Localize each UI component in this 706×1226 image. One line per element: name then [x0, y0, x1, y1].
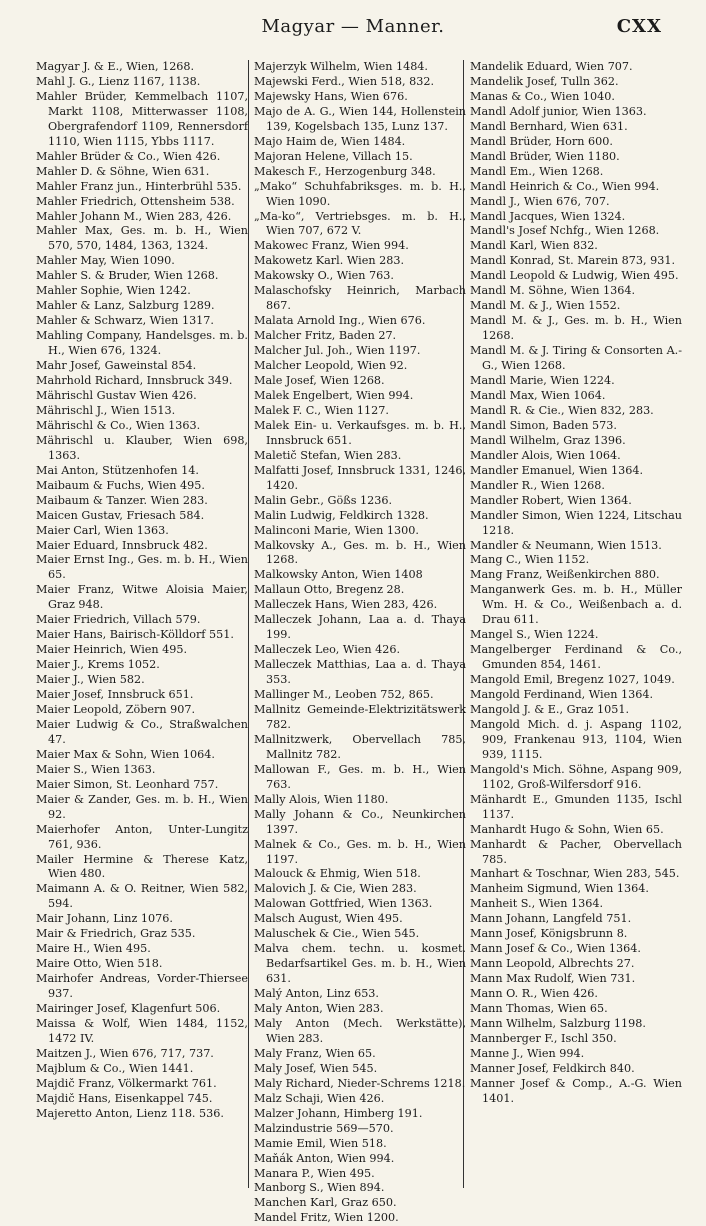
directory-entry: Maier Franz, Witwe Aloisia Maier, Graz 948. [36, 583, 248, 612]
directory-entry: Maier Leopold, Zöbern 907. [36, 702, 196, 716]
directory-entry: Mairhofer Andreas, Vorder-Thiersee 937. [36, 972, 248, 1001]
directory-entry: Mandler & Neumann, Wien 1513. [470, 538, 662, 552]
directory-entry: Mangold Emil, Bregenz 1027, 1049. [470, 673, 675, 687]
directory-entry: Manner Josef & Comp., A.-G. Wien 1401. [470, 1076, 682, 1105]
directory-entry: Malzer Johann, Himberg 191. [254, 1106, 423, 1120]
directory-entry: Maly Anton (Mech. Werkstätte), Wien 283. [254, 1017, 466, 1045]
directory-entry: Maissa & Wolf, Wien 1484, 1152, 1472 IV. [36, 1017, 248, 1045]
directory-entry: Mährischl & Co., Wien 1363. [36, 418, 201, 432]
directory-entry: Makowec Franz, Wien 994. [254, 239, 409, 253]
directory-entry: Maletič Stefan, Wien 283. [254, 448, 402, 462]
directory-entry: Mandl Heinrich & Co., Wien 994. [470, 179, 660, 193]
directory-entry: Mahling Company, Handelsges. m. b. H., Wien 676, 1324. [36, 329, 248, 358]
directory-entry: Malleczek Matthias, Laa a. d. Thaya 353. [254, 658, 466, 687]
directory-entry: Malleczek Leo, Wien 426. [254, 643, 401, 657]
directory-entry: Mandler Robert, Wien 1364. [470, 493, 632, 507]
directory-entry: Mandl Max, Wien 1064. [470, 388, 606, 402]
directory-entry: „Mako“ Schuhfabriksges. m. b. H., Wien 1090. [254, 179, 466, 208]
directory-entry: Malkovsky A., Ges. m. b. H., Wien 1268. [254, 538, 466, 567]
directory-entry: Malin Gebr., Gößs 1236. [254, 493, 393, 507]
directory-entry: Malcher Fritz, Baden 27. [254, 329, 397, 343]
directory-entry: Majoran Helene, Villach 15. [254, 149, 413, 163]
running-title: Magyar — Manner. [261, 16, 445, 37]
directory-entry: Mandl R. & Cie., Wien 832, 283. [470, 403, 654, 417]
directory-entry: Malek F. C., Wien 1127. [254, 403, 389, 417]
directory-entry: Maire H., Wien 495. [36, 942, 151, 956]
directory-entry: Malsch August, Wien 495. [254, 912, 403, 926]
directory-entry: Maly Anton, Wien 283. [254, 1002, 384, 1016]
directory-entry: Malin Ludwig, Feldkirch 1328. [254, 508, 429, 522]
directory-entry: Mandl Karl, Wien 832. [470, 239, 598, 253]
directory-entry: Mallaun Otto, Bregenz 28. [254, 583, 405, 597]
directory-entry: Maňák Anton, Wien 994. [254, 1151, 395, 1165]
directory-entry: Mahler Friedrich, Ottensheim 538. [36, 194, 235, 208]
directory-entry: Malcher Leopold, Wien 92. [254, 359, 408, 373]
directory-entry: Mandl Brüder, Wien 1180. [470, 149, 620, 163]
directory-entry: Manheit S., Wien 1364. [470, 897, 604, 911]
directory-entry: Mandl Leopold & Ludwig, Wien 495. [470, 269, 679, 283]
directory-entry: Malzindustrie 569—570. [254, 1121, 394, 1135]
directory-entry: Maly Richard, Nieder-Schrems 1218. [254, 1076, 466, 1090]
directory-entry: Majewsky Hans, Wien 676. [254, 89, 408, 103]
column-divider [248, 60, 249, 1188]
directory-entry: Mangelberger Ferdinand & Co., Gmunden 854, 1461. [470, 643, 682, 672]
directory-entry: Mahler Brüder & Co., Wien 426. [36, 149, 221, 163]
directory-entry: Mandl Simon, Baden 573. [470, 418, 617, 432]
directory-entry: Maier S., Wien 1363. [36, 762, 156, 776]
directory-entry: Mahl J. G., Lienz 1167, 1138. [36, 74, 201, 88]
directory-entry: Manhardt Hugo & Sohn, Wien 65. [470, 822, 664, 836]
directory-entry: Malovich J. & Cie, Wien 283. [254, 882, 417, 896]
directory-entry: Mairinger Josef, Klagenfurt 506. [36, 1002, 221, 1016]
directory-entry: Maier & Zander, Ges. m. b. H., Wien 92. [36, 792, 248, 821]
directory-entry: Mann O. R., Wien 426. [470, 987, 598, 1001]
directory-entry: Manheim Sigmund, Wien 1364. [470, 882, 649, 896]
directory-entry: Makowsky O., Wien 763. [254, 269, 394, 283]
directory-entry: Mallowan F., Ges. m. b. H., Wien 763. [254, 762, 466, 791]
directory-entry: Mahler Franz jun., Hinterbrühl 535. [36, 179, 242, 193]
directory-entry: Mandel Fritz, Wien 1200. [254, 1211, 399, 1225]
directory-entry: Mair Johann, Linz 1076. [36, 912, 173, 926]
directory-entry: Mahler S. & Bruder, Wien 1268. [36, 269, 219, 283]
directory-entry: Malinconi Marie, Wien 1300. [254, 523, 419, 537]
directory-entry: Manchen Karl, Graz 650. [254, 1196, 397, 1210]
entries-column-3 [470, 60, 682, 1107]
directory-entry: Maier Simon, St. Leonhard 757. [36, 777, 219, 791]
directory-entry: Malleczek Johann, Laa a. d. Thaya 199. [254, 613, 466, 642]
directory-entry: Majo Haim de, Wien 1484. [254, 134, 406, 148]
directory-entry: Mahr Josef, Gaweinstal 854. [36, 359, 197, 373]
directory-entry: Mandl Adolf junior, Wien 1363. [470, 104, 647, 118]
directory-entry: Mandler R., Wien 1268. [470, 478, 605, 492]
directory-entry: Mandelik Josef, Tulln 362. [470, 74, 619, 88]
directory-entry: Majerzyk Wilhelm, Wien 1484. [254, 60, 428, 73]
directory-entry: Malz Schaji, Wien 426. [254, 1091, 385, 1105]
directory-entry: Mallnitzwerk, Obervellach 785, Mallnitz 782. [254, 732, 466, 761]
directory-entry: Manborg S., Wien 894. [254, 1181, 385, 1195]
directory-entry: Mailer Hermine & Therese Katz, Wien 480. [36, 852, 248, 881]
directory-entry: Maly Josef, Wien 545. [254, 1061, 378, 1075]
directory-entry: Malata Arnold Ing., Wien 676. [254, 314, 426, 328]
directory-entry: Mannberger F., Ischl 350. [470, 1031, 617, 1045]
directory-entry: Mandl J., Wien 676, 707. [470, 194, 610, 208]
directory-entry: Malcher Jul. Joh., Wien 1197. [254, 344, 421, 358]
directory-entry: Mahler Max, Ges. m. b. H., Wien 570, 570, 1484, 1363, 1324. [36, 224, 248, 253]
directory-entry: Mährischl u. Klauber, Wien 698, 1363. [36, 433, 248, 462]
directory-entry: Manhart & Toschnar, Wien 283, 545. [470, 867, 680, 881]
directory-entry: Mandl Wilhelm, Graz 1396. [470, 433, 626, 447]
directory-entry: Malaschofsky Heinrich, Marbach 867. [254, 284, 466, 313]
directory-entry: Maier Eduard, Innsbruck 482. [36, 538, 208, 552]
directory-entry: Majewski Ferd., Wien 518, 832. [254, 74, 435, 88]
directory-entry: Maier Max & Sohn, Wien 1064. [36, 747, 215, 761]
directory-entry: Maier Hans, Bairisch-Kölldorf 551. [36, 628, 234, 642]
directory-entry: Mahler Johann M., Wien 283, 426. [36, 209, 232, 223]
directory-entry: Maicen Gustav, Friesach 584. [36, 508, 205, 522]
directory-entry: Malý Anton, Linz 653. [254, 987, 379, 1001]
directory-entry: Magyar J. & E., Wien, 1268. [36, 60, 195, 73]
directory-entry: Mandl M. & J. Tiring & Consorten A.-G., Wien 1268. [470, 344, 682, 373]
directory-entry: Maibaum & Tanzer. Wien 283. [36, 493, 208, 507]
directory-entry: Mangold's Mich. Söhne, Aspang 909, 1102, Groß-Wilfersdorf 916. [470, 762, 682, 791]
directory-entry: Mahrhold Richard, Innsbruck 349. [36, 374, 233, 388]
directory-entry: Mallinger M., Leoben 752, 865. [254, 688, 434, 702]
directory-entry: Mandl M. Söhne, Wien 1364. [470, 284, 636, 298]
directory-entry: Makesch F., Herzogenburg 348. [254, 164, 436, 178]
directory-entry: Mally Johann & Co., Neunkirchen 1397. [254, 807, 466, 836]
directory-entry: Majdič Franz, Völkermarkt 761. [36, 1076, 217, 1090]
directory-entry: Manhardt & Pacher, Obervellach 785. [470, 837, 682, 866]
directory-entry: Majo de A. G., Wien 144, Hollenstein 139, Kogelsbach 135, Lunz 137. [254, 104, 466, 133]
directory-entry: Mandl M. & J., Ges. m. b. H., Wien 1268. [470, 314, 682, 343]
directory-entry: Majeretto Anton, Lienz 118. 536. [36, 1106, 224, 1120]
directory-entry: Manner Josef, Feldkirch 840. [470, 1061, 635, 1075]
directory-entry: Majblum & Co., Wien 1441. [36, 1061, 194, 1075]
directory-entry: Malnek & Co., Ges. m. b. H., Wien 1197. [254, 837, 466, 866]
directory-entry: Mann Johann, Langfeld 751. [470, 912, 632, 926]
directory-entry: Malouck & Ehmig, Wien 518. [254, 867, 421, 881]
directory-entry: Malva chem. techn. u. kosmet. Bedarfsartikel Ges. m. b. H., Wien 631. [254, 942, 466, 986]
directory-entry: Manne J., Wien 994. [470, 1046, 585, 1060]
directory-entry: Maibaum & Fuchs, Wien 495. [36, 478, 205, 492]
directory-entry: Mang Franz, Weißenkirchen 880. [470, 568, 660, 582]
directory-entry: Mann Leopold, Albrechts 27. [470, 957, 635, 971]
directory-entry: Mai Anton, Stützenhofen 14. [36, 463, 199, 477]
directory-entry: Maier Friedrich, Villach 579. [36, 613, 201, 627]
directory-entry: Malfatti Josef, Innsbruck 1331, 1246, 1420. [254, 463, 466, 492]
directory-entry: Manara P., Wien 495. [254, 1166, 375, 1180]
directory-entry: Maire Otto, Wien 518. [36, 957, 163, 971]
directory-entry: Mandl Jacques, Wien 1324. [470, 209, 626, 223]
directory-entry: Maimann A. & O. Reitner, Wien 582, 594. [36, 882, 248, 911]
directory-entry: Mandl Brüder, Horn 600. [470, 134, 613, 148]
directory-entry: Makowetz Karl. Wien 283. [254, 254, 405, 268]
directory-entry: Majdič Hans, Eisenkappel 745. [36, 1091, 213, 1105]
directory-entry: Mamie Emil, Wien 518. [254, 1136, 387, 1150]
directory-entry: Mallnitz Gemeinde-Elektrizitätswerk 782. [254, 702, 466, 731]
directory-entry: Mangold J. & E., Graz 1051. [470, 702, 630, 716]
directory-entry: Mandl's Josef Nchfg., Wien 1268. [470, 224, 660, 238]
directory-entry: Maier J., Wien 582. [36, 673, 145, 687]
directory-entry: Male Josef, Wien 1268. [254, 374, 385, 388]
directory-entry: Maitzen J., Wien 676, 717, 737. [36, 1046, 214, 1060]
directory-entry: Maluschek & Cie., Wien 545. [254, 927, 420, 941]
directory-entry: Maier J., Krems 1052. [36, 658, 160, 672]
page-number: CXX [616, 16, 662, 37]
directory-entry: Mahler May, Wien 1090. [36, 254, 175, 268]
directory-entry: Mandler Emanuel, Wien 1364. [470, 463, 644, 477]
directory-entry: Mahler Sophie, Wien 1242. [36, 284, 191, 298]
directory-entry: Manganwerk Ges. m. b. H., Müller Wm. H. & Co., Weißenbach a. d. Drau 611. [470, 583, 682, 627]
directory-entry: Maier Carl, Wien 1363. [36, 523, 169, 537]
directory-entry: Maier Ernst Ing., Ges. m. b. H., Wien 65. [36, 553, 248, 582]
directory-entry: Mandler Simon, Wien 1224, Litschau 1218. [470, 508, 682, 537]
entries-column-1 [36, 60, 248, 1122]
page-header [0, 12, 706, 42]
directory-entry: Mann Wilhelm, Salzburg 1198. [470, 1017, 646, 1030]
directory-entry: Mandl M. & J., Wien 1552. [470, 299, 621, 313]
directory-entry: Mährischl Gustav Wien 426. [36, 388, 197, 402]
directory-entry: Maly Franz, Wien 65. [254, 1046, 376, 1060]
directory-entry: Mahler & Lanz, Salzburg 1289. [36, 299, 215, 313]
directory-entry: Mandl Em., Wien 1268. [470, 164, 604, 178]
directory-entry: Mänhardt E., Gmunden 1135, Ischl 1137. [470, 792, 682, 821]
directory-entry: Mahler D. & Söhne, Wien 631. [36, 164, 210, 178]
directory-entry: Malkowsky Anton, Wien 1408 [254, 568, 423, 582]
directory-entry: Mährischl J., Wien 1513. [36, 403, 176, 417]
directory-entry: Maier Ludwig & Co., Straßwalchen 47. [36, 717, 248, 746]
directory-entry: „Ma-ko“, Vertriebsges. m. b. H., Wien 707, 672 V. [254, 209, 466, 238]
directory-entry: Malowan Gottfried, Wien 1363. [254, 897, 433, 911]
directory-entry: Mann Thomas, Wien 65. [470, 1002, 608, 1016]
directory-entry: Mandl Marie, Wien 1224. [470, 374, 615, 388]
directory-entry: Manas & Co., Wien 1040. [470, 89, 615, 103]
directory-entry: Mair & Friedrich, Graz 535. [36, 927, 196, 941]
directory-entry: Mann Josef, Königsbrunn 8. [470, 927, 628, 941]
directory-entry: Malek Ein- u. Verkaufsges. m. b. H., Innsbruck 651. [254, 418, 466, 447]
directory-entry: Mangold Mich. d. j. Aspang 1102, 909, Frankenau 913, 1104, Wien 939, 1115. [470, 717, 682, 761]
directory-entry: Mann Josef & Co., Wien 1364. [470, 942, 641, 956]
directory-entry: Mangold Ferdinand, Wien 1364. [470, 688, 654, 702]
directory-entry: Mangel S., Wien 1224. [470, 628, 599, 642]
directory-entry: Maier Heinrich, Wien 495. [36, 643, 188, 657]
entries-column-2 [254, 60, 466, 1226]
directory-entry: Mally Alois, Wien 1180. [254, 792, 389, 806]
directory-entry: Maierhofer Anton, Unter-Lungitz 761, 936. [36, 822, 248, 851]
directory-entry: Mandelik Eduard, Wien 707. [470, 60, 633, 73]
directory-entry: Mahler & Schwarz, Wien 1317. [36, 314, 214, 328]
directory-entry: Maier Josef, Innsbruck 651. [36, 688, 194, 702]
directory-entry: Mann Max Rudolf, Wien 731. [470, 972, 636, 986]
directory-entry: Mahler Brüder, Kemmelbach 1107, Markt 1108, Mitterwasser 1108, Obergrafendorf 1109, Rennersdorf 1110, Wien 1115, Ybbs 1117. [36, 89, 248, 148]
directory-entry: Mang C., Wien 1152. [470, 553, 590, 567]
directory-entry: Mandler Alois, Wien 1064. [470, 448, 621, 462]
directory-entry: Mandl Konrad, St. Marein 873, 931. [470, 254, 675, 268]
directory-entry: Malleczek Hans, Wien 283, 426. [254, 598, 438, 612]
directory-entry: Malek Engelbert, Wien 994. [254, 388, 414, 402]
directory-entry: Mandl Bernhard, Wien 631. [470, 119, 628, 133]
